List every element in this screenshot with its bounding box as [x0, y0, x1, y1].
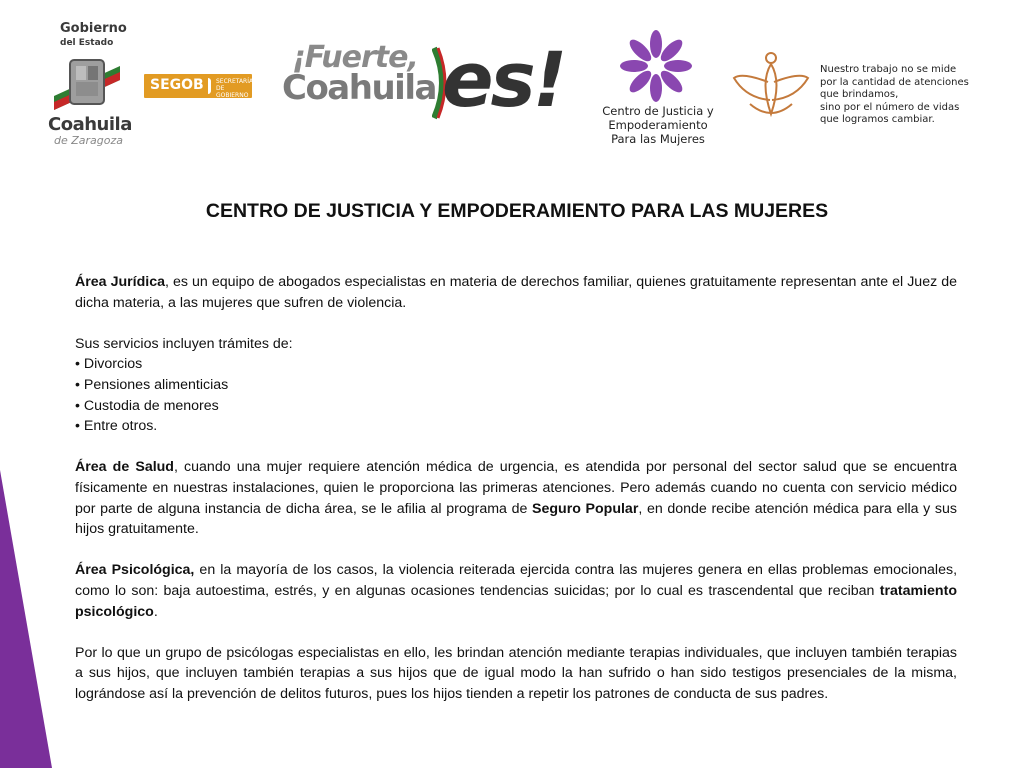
text-psicologica-2: . [153, 603, 158, 620]
paragraph-salud [75, 457, 957, 539]
lotus-figure-icon [730, 42, 812, 128]
bold-seguro-popular: Seguro Popular [532, 500, 639, 517]
paragraph-juridica [75, 272, 957, 313]
centro-logo-line1: Centro de Justicia y [602, 104, 714, 118]
list-item: • Custodia de menores [75, 397, 219, 414]
centro-justicia-logo [598, 30, 728, 150]
centro-logo-line2: Empoderamiento [608, 118, 708, 132]
quote-line5: que logramos cambiar. [820, 114, 935, 125]
page-title: CENTRO DE JUSTICIA Y EMPODERAMIENTO PARA LAS MUJERES [205, 200, 829, 222]
fuerte-line2: Coahuila [282, 68, 436, 108]
bold-tratamiento: tratamiento psicológico [75, 582, 957, 620]
gobierno-state-sub: de Zaragoza [54, 134, 124, 147]
quote-line2: por la cantidad de atenciones [820, 76, 969, 88]
segob-subtitle: SECRETARÍA DE GOBIERNO [216, 78, 254, 99]
text-psicologica-1: en la mayoría de los casos, la violencia reiterada ejercida contra las mujeres genera en ellas problemas emocionales, como lo son: baja autoestima, estrés, y en algunas ocasiones tendencias suicidas; por lo cual es trascendental que reciban [75, 562, 958, 599]
list-item: • Pensiones alimenticias [75, 376, 229, 393]
quote-logo [730, 42, 1000, 132]
heading-juridica: Área Jurídica [75, 274, 165, 290]
list-item: • Entre otros. [75, 418, 158, 435]
gobierno-coahuila-logo [38, 22, 258, 152]
fuerte-es: es! [442, 35, 565, 124]
fuerte-coahuila-logo [282, 35, 572, 130]
gobierno-state: Coahuila [48, 114, 132, 135]
state-seal-icon [54, 56, 120, 112]
segob-separator [208, 78, 211, 94]
fuerte-line1: ¡Fuerte, [292, 40, 418, 75]
text-juridica: , es un equipo de abogados especialistas en materia de derechos familiar, quienes gratuitamente representan ante el Juez de dicha materia, a las mujeres que sufren de violencia. [75, 274, 957, 311]
paragraph-psicologica [75, 560, 957, 622]
quote-line3: que brindamos, [820, 89, 899, 100]
flower-icon [620, 30, 692, 102]
text-salud-2: , en donde recibe atención médica para ella y sus hijos gratuitamente. [75, 500, 957, 538]
centro-logo-line3: Para las Mujeres [611, 132, 705, 146]
list-item: • Divorcios [75, 356, 143, 373]
segob-name: SEGOB [150, 77, 204, 93]
paragraph-psicologas: Por lo que un grupo de psicólogas especialistas en ello, les brindan atención mediante terapias individuales, que incluyen también terapias a sus hijos, que incluyen también terapias a sus hijos que de igual modo la han sufrido o han sido testigos presenciales de la misma, lográndose así la prevención de delitos futuros, pues los hijos tienden a repetir los patrones de conducta de sus padres. [75, 644, 957, 702]
servicios-list [75, 354, 957, 436]
gobierno-line2: del Estado [60, 38, 114, 48]
heading-salud: Área de Salud [75, 459, 174, 476]
heading-psicologica: Área Psicológica, [75, 562, 195, 579]
segob-logo [144, 74, 252, 98]
quote-line1: Nuestro trabajo no se mide [820, 64, 957, 75]
quote-line4: sino por el número de vidas [820, 101, 960, 113]
main-content [75, 272, 957, 704]
header-logos [0, 0, 1024, 160]
text-salud-1: , cuando una mujer requiere atención médica de urgencia, es atendida por personal del sector salud que se encuentra físicamente en nuestras instalaciones, quien le proporciona las primeras atenciones. Pero además cuando no cuenta con servicio médico por parte de alguna instancia de dicha área, se le afilia al programa de [75, 459, 957, 517]
servicios-intro: Sus servicios incluyen trámites de: [75, 335, 293, 352]
gobierno-line1: Gobierno [60, 21, 127, 36]
